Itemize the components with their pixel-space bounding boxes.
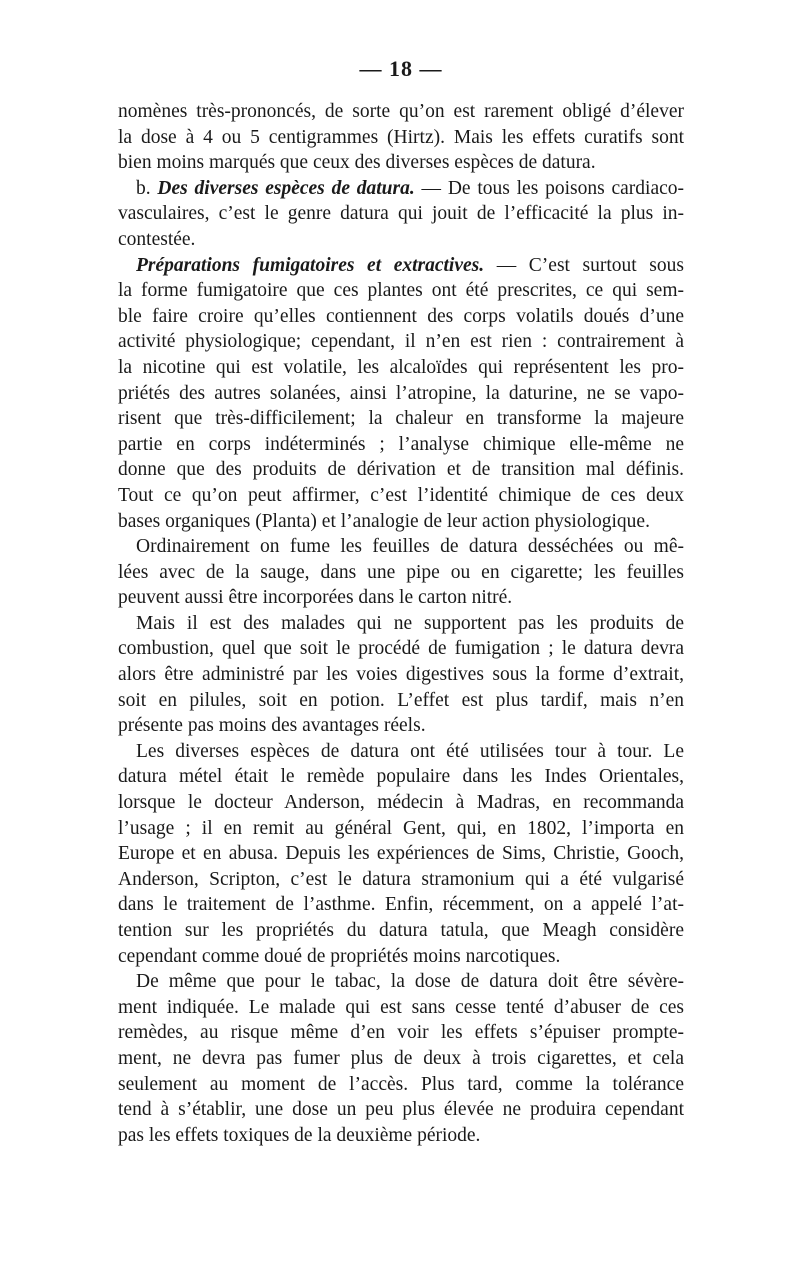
- line-text: ment, ne devra pas fumer plus de deux à trois cigarettes, et cela: [118, 1047, 684, 1069]
- line-text: Les diverses espèces de datura ont été utilisées tour à tour. Le: [136, 740, 684, 762]
- line-text: Europe et en abusa. Depuis les expériences de Sims, Christie, Gooch,: [118, 843, 684, 865]
- line-text: ment indiquée. Le malade qui est sans cesse tenté d’abuser de ces: [118, 996, 684, 1018]
- line-text: — C’est surtout sous: [484, 254, 684, 276]
- line-text: la forme fumigatoire que ces plantes ont été prescrites, ce qui sem-: [118, 280, 684, 302]
- text-line: [118, 1020, 684, 1046]
- text-line: [118, 892, 684, 918]
- text-line: [118, 329, 684, 355]
- text-line: [118, 1072, 684, 1098]
- text-line: [118, 509, 684, 535]
- section-marker: b.: [136, 177, 158, 199]
- text-line: [118, 611, 684, 637]
- text-line: [118, 867, 684, 893]
- subsection-title: Préparations fumigatoires et extractives.: [136, 254, 485, 276]
- line-text: alors être administré par les voies digestives sous la forme d’extrait,: [118, 664, 684, 686]
- document-page: [118, 52, 684, 1148]
- text-line: [118, 560, 684, 586]
- text-line: [118, 227, 684, 253]
- line-text: peuvent aussi être incorporées dans le carton nitré.: [118, 587, 513, 609]
- line-text: nomènes très-prononcés, de sorte qu’on est rarement obligé d’élever: [118, 101, 684, 122]
- text-line: [118, 764, 684, 790]
- text-line: [118, 1123, 684, 1149]
- text-line: [118, 534, 684, 560]
- text-line: [118, 483, 684, 509]
- line-text: partie en corps indéterminés ; l’analyse chimique elle-même ne: [118, 433, 684, 455]
- text-line: [118, 99, 684, 125]
- text-line: [118, 688, 684, 714]
- line-text: — De tous les poisons cardiaco-: [414, 177, 684, 199]
- line-text: tention sur les propriétés du datura tatula, que Meagh considère: [118, 920, 684, 941]
- line-text: soit en pilules, soit en potion. L’effet est plus tardif, mais n’en: [118, 689, 684, 711]
- text-line: [118, 457, 684, 483]
- text-line: [118, 381, 684, 407]
- text-line: [118, 790, 684, 816]
- line-text: tend à s’établir, une dose un peu plus élevée ne produira cependant: [118, 1099, 684, 1121]
- line-text: ble faire croire qu’elles contiennent des corps volatils doués d’une: [118, 305, 684, 327]
- text-line: [118, 355, 684, 381]
- line-text: seulement au moment de l’accès. Plus tard, comme la tolérance: [118, 1073, 684, 1095]
- text-line: [118, 713, 684, 739]
- line-text: donne que des produits de dérivation et de transition mal définis.: [118, 459, 684, 481]
- line-text: l’usage ; il en remit au général Gent, qui, en 1802, l’importa en: [118, 817, 684, 839]
- line-text: De même que pour le tabac, la dose de datura doit être sévère-: [136, 971, 684, 993]
- line-text: lées avec de la sauge, dans une pipe ou en cigarette; les feuilles: [118, 561, 684, 583]
- line-text: la dose à 4 ou 5 centigrammes (Hirtz). Mais les effets curatifs sont: [118, 126, 684, 148]
- text-line: [118, 406, 684, 432]
- line-text: Ordinairement on fume les feuilles de datura desséchées ou mê-: [136, 536, 684, 558]
- line-text: bases organiques (Planta) et l’analogie de leur action physiologique.: [118, 510, 650, 532]
- section-heading-line: [118, 176, 684, 202]
- text-line: [118, 995, 684, 1021]
- text-line: [118, 969, 684, 995]
- text-line: [118, 662, 684, 688]
- line-text: cependant comme doué de propriétés moins narcotiques.: [118, 945, 561, 967]
- line-text: la nicotine qui est volatile, les alcaloïdes qui représentent les pro-: [118, 356, 684, 378]
- text-line: [118, 816, 684, 842]
- line-text: contestée.: [118, 228, 196, 250]
- line-text: datura métel était le remède populaire dans les Indes Orientales,: [118, 766, 684, 788]
- text-line: [118, 1097, 684, 1123]
- text-line: [118, 304, 684, 330]
- line-text: bien moins marqués que ceux des diverses espèces de datura.: [118, 152, 596, 174]
- line-text: dans le traitement de l’asthme. Enfin, récemment, on a appelé l’at-: [118, 894, 684, 916]
- text-line: [118, 636, 684, 662]
- text-line: [118, 918, 684, 944]
- text-line: [118, 841, 684, 867]
- section-title: Des diverses espèces de datura.: [157, 177, 415, 199]
- line-text: présente pas moins des avantages réels.: [118, 715, 426, 737]
- line-text: Tout ce qu’on peut affirmer, c’est l’identité chimique de ces deux: [118, 484, 684, 506]
- text-line: [118, 278, 684, 304]
- page-number: — 18 —: [359, 56, 443, 81]
- line-text: Mais il est des malades qui ne supportent pas les produits de: [136, 612, 684, 634]
- text-line: [118, 432, 684, 458]
- text-line: [118, 944, 684, 970]
- line-text: combustion, quel que soit le procédé de fumigation ; le datura devra: [118, 638, 684, 660]
- text-line: [118, 739, 684, 765]
- line-text: activité physiologique; cependant, il n’en est rien : contrairement à: [118, 331, 684, 353]
- text-line: [118, 585, 684, 611]
- text-line: [118, 1046, 684, 1072]
- line-text: pas les effets toxiques de la deuxième période.: [118, 1124, 481, 1146]
- line-text: Anderson, Scripton, c’est le datura stramonium qui a été vulgarisé: [118, 868, 684, 890]
- line-text: risent que très-difficilement; la chaleur en transforme la majeure: [118, 408, 684, 430]
- line-text: remèdes, au risque même d’en voir les effets s’épuiser prompte-: [118, 1022, 684, 1044]
- line-text: vasculaires, c’est le genre datura qui jouit de l’efficacité la plus in-: [118, 203, 684, 225]
- line-text: lorsque le docteur Anderson, médecin à Madras, en recommanda: [118, 792, 684, 814]
- page-body: [118, 99, 684, 1148]
- subsection-heading-line: [118, 253, 684, 279]
- text-line: [118, 125, 684, 151]
- text-line: [118, 150, 684, 176]
- line-text: priétés des autres solanées, ainsi l’atropine, la daturine, ne se vapo-: [118, 382, 684, 404]
- text-line: [118, 201, 684, 227]
